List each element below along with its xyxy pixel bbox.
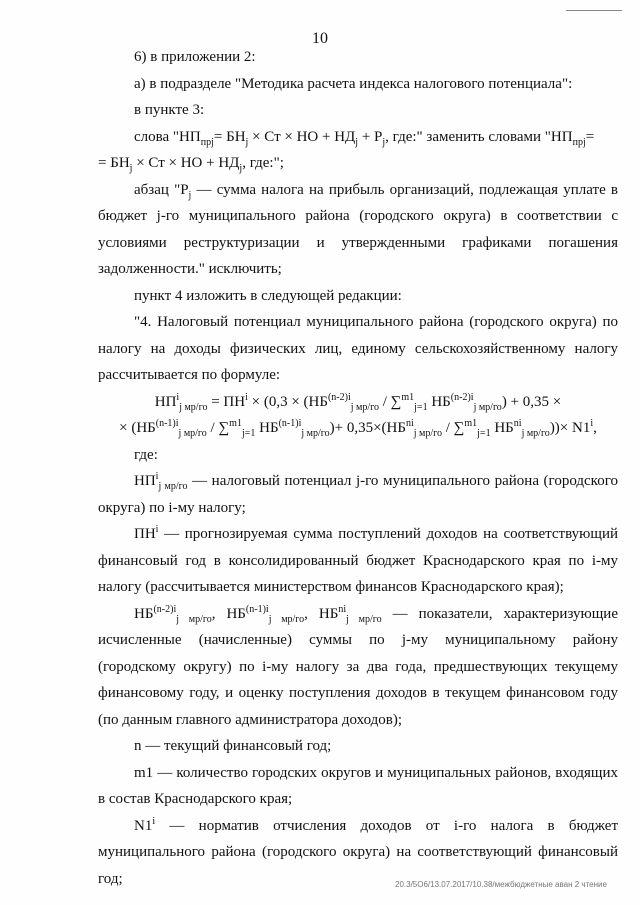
- paragraph: в пункте 3:: [134, 102, 205, 118]
- definition-item: $ПН^i$ — прогнозируемая сумма поступлений доходов на соответствующий финансовый год в консолидированный бюджет Краснодарского края по i-му налогу (рассчитывается министерством финансов Краснодарского края);: [98, 524, 618, 595]
- paragraph: "4. Налоговый потенциал муниципального района (городского округа) по налогу на доходы физических лиц, единому сельскохозяйственному налогу рассчитывается по формуле:: [98, 314, 618, 383]
- paragraph: где:: [134, 446, 158, 463]
- paragraph: пункт 4 изложить в следующей редакции:: [134, 287, 402, 304]
- paragraph: 6) в приложении 2:: [134, 49, 256, 65]
- definition-item: m1 — количество городских округов и муниципальных районов, входящих в состав Краснодарского края;: [98, 764, 618, 807]
- document-body: [98, 44, 618, 892]
- formula-line-2: × ($НБ^{(n-1)i}_{j мр/го} / \sum^{m1}_{j=1}$ $НБ^{(n-1)i}_{j мр/го})+ 0,35\times(НБ^{ni}_{j мр/го} / \sum^{m1}_{j=1}$ $НБ^{ni}_{j мр/го}))\times N1^i$,: [119, 418, 597, 439]
- definition-item: n — текущий финансовый год;: [134, 738, 332, 754]
- definition-item: $НП^i_{j мр/го}$ — налоговый потенциал j-го муниципального района (городского округа) по i-му налогу;: [98, 471, 618, 516]
- page-number: 10: [312, 30, 328, 47]
- corner-mark: [566, 10, 622, 11]
- paragraph: а) в подразделе "Методика расчета индекса налогового потенциала":: [134, 75, 573, 92]
- definition-item: N1$^i$ — норматив отчисления доходов от i-го налога в бюджет муниципального района (городского округа) на соответствующий финансовый год;: [98, 815, 618, 887]
- formula-line-1: $НП^i_{j мр/го} = ПН^i \times (0,3 \times (НБ^{(n-2)i}_{j мр/го} / \sum^{m1}_{j=1}$ $НБ^{(n-2)i}_{j мр/го}) + 0,35$ ×: [154, 391, 562, 413]
- definition-item: $НБ^{(n-2)i}_{j мр/го}$, $НБ^{(n-1)i}_{j мр/го}$, $НБ^{ni}_{j мр/го}$ — показатели, характеризующие исчисленные (начисленные) суммы по j-му муниципальному району (городскому округу) по i-му налогу за два года, предшествующих текущему финансовому году, и оценку поступления доходов в текущем финансовом году (по данным главного администратора доходов);: [98, 603, 618, 728]
- paragraph-formula-replace: слова "$НП_{прj}= БН_j$ × Ст × НО + $НД_j + P_j$, где:" заменить словами "$НП_{прj}=$: [134, 128, 595, 148]
- paragraph: абзац "$P_j$ — сумма налога на прибыль организаций, подлежащая уплате в бюджет j-го муниципального района (городского округа) в соответствии с условиями реструктуризации и утвержденными графиками погашения задолженности." исключить;: [98, 181, 618, 277]
- paragraph-formula-continuation: = $БН_j$ × Ст × НО + $НД_j$, где:";: [98, 155, 284, 174]
- footer-stamp: 20.3/5О6/13.07.2017/10.38/межбюджетные аван 2 чтение: [395, 880, 607, 889]
